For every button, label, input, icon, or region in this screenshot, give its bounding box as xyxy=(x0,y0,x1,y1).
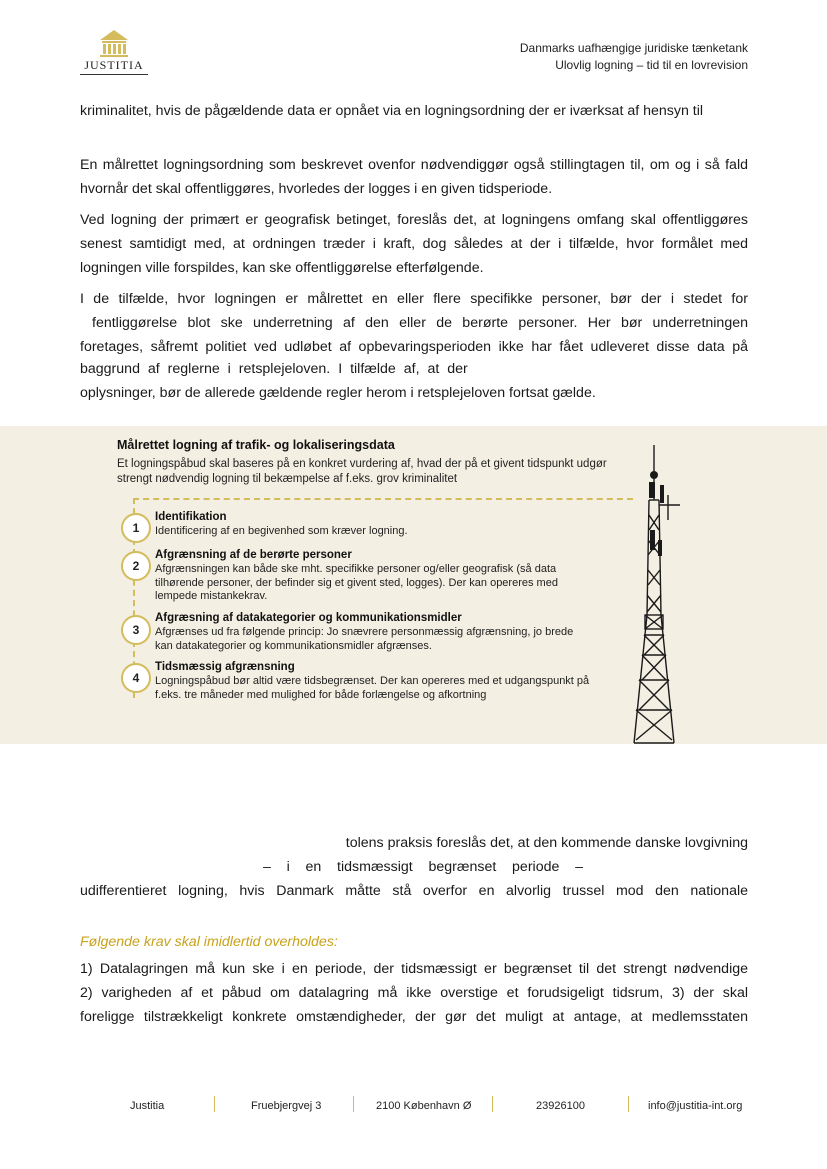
step-3-text: Afgrænses ud fra følgende princip: Jo snævrere personmæssig afgrænsning, jo brede kan datakategorier og kommunikationsmidler afgrænses. xyxy=(155,626,574,652)
infographic-intro: Et logningspåbud skal baseres på en konkret vurdering af, hvad der på et givent tidspunkt udgør strengt nødvendig logning til bekæmpelse af f.eks. grov kriminalitet xyxy=(117,458,607,485)
dashed-divider xyxy=(133,498,633,500)
justitia-logo xyxy=(80,28,150,78)
requirements-subheading: Følgende krav skal imidlertid overholdes: xyxy=(80,934,338,950)
step-2-title: Afgrænsning af de berørte personer xyxy=(155,549,352,561)
columns-logo-icon xyxy=(80,28,148,58)
step-2-text: Afgrænsningen kan både ske mht. specifikke personer og/eller geografisk (så data tilhørende personer, der befinder sig et givent sted, logges). Der kan opereres med lempede mistankekrav. xyxy=(155,563,558,602)
step-2-number: 2 xyxy=(121,551,151,581)
step-1-title: Identifikation xyxy=(155,511,227,523)
requirements-line-3: foreligge tilstrækkeligt konkrete omstændigheder, der gør det muligt at antage, at medlemsstaten xyxy=(80,1009,748,1025)
paragraph-2: En målrettet logningsordning som beskrevet ovenfor nødvendiggør også stillingtagen til, om og i så fald hvornår det skal offentliggøres, hvorledes der logges i en given tidsperiode. xyxy=(80,157,748,197)
footer-divider xyxy=(492,1096,493,1112)
page-footer xyxy=(80,1096,748,1118)
infographic-title: Målrettet logning af trafik- og lokaliseringsdata xyxy=(117,438,395,452)
footer-city: 2100 København Ø xyxy=(376,1100,472,1112)
paragraph-4-line-4: baggrund af reglerne i retsplejeloven. I tilfælde af, at der xyxy=(80,361,468,377)
paragraph-5-line-3: udifferentieret logning, hvis Danmark måtte stå overfor en alvorlig trussel mod den nationale xyxy=(80,883,748,899)
paragraph-3: Ved logning der primært er geografisk betinget, foreslås det, at logningens omfang skal offentliggøres senest samtidigt med, at ordningen træder i kraft, dog således at der i tilfælde, hvor formålet med logningen ville forspildes, kan ske offentliggørelse efterfølgende. xyxy=(80,212,748,276)
paragraph-4-line-5: oplysninger, bør de allerede gældende regler herom i retsplejeloven fortsat gælde. xyxy=(80,385,596,401)
step-3-title: Afgræsning af datakategorier og kommunikationsmidler xyxy=(155,612,462,624)
header-info xyxy=(520,40,748,74)
footer-divider xyxy=(214,1096,215,1112)
radio-tower-icon xyxy=(612,440,692,745)
footer-divider xyxy=(353,1096,354,1112)
requirements-line-1: 1) Datalagringen må kun ske i en periode, der tidsmæssigt er begrænset til det strengt nødvendige xyxy=(80,961,748,977)
org-line: Danmarks uafhængige juridiske tænketank xyxy=(519,41,748,55)
paragraph-4-line-1: I de tilfælde, hvor logningen er målrettet en eller flere specifikke personer, bør der i stedet for xyxy=(80,291,748,307)
step-3-number: 3 xyxy=(121,615,151,645)
step-4-title: Tidsmæssig afgrænsning xyxy=(155,661,295,673)
footer-street: Fruebjergvej 3 xyxy=(251,1100,322,1112)
footer-phone: 23926100 xyxy=(536,1100,585,1112)
footer-name: Justitia xyxy=(130,1100,165,1112)
step-1-number: 1 xyxy=(121,513,151,543)
step-1-text: Identificering af en begivenhed som kræver logning. xyxy=(155,525,408,537)
paragraph-4-line-3: foretages, såfremt politiet ved udløbet af opbevaringsperioden ikke har fået udleveret disse data på xyxy=(80,339,748,355)
paragraph-5-line-2: – i en tidsmæssigt begrænset periode – xyxy=(263,859,583,875)
step-4-text: Logningspåbud bør altid være tidsbegrænset. Der kan opereres med et udgangspunkt på f.eks. tre måneder med mulighed for både forlængelse og afkortning xyxy=(155,675,590,701)
footer-divider xyxy=(628,1096,629,1112)
paragraph-4-line-2: fentliggørelse blot ske underretning af den eller de berørte personer. Her bør underretningen xyxy=(92,315,748,331)
logo-text: JUSTITIA xyxy=(80,58,148,75)
doc-title: Ulovlig logning – tid til en lovrevision xyxy=(555,58,748,72)
paragraph-1: kriminalitet, hvis de pågældende data er opnået via en logningsordning der er iværksat af hensyn til xyxy=(80,103,704,119)
footer-email[interactable]: info@justitia-int.org xyxy=(648,1100,743,1112)
step-4-number: 4 xyxy=(121,663,151,693)
requirements-line-2: 2) varigheden af et påbud om datalagring må ikke overstige et forudsigeligt tidsrum, 3) der skal xyxy=(80,985,748,1001)
paragraph-5-line-1: tolens praksis foreslås det, at den kommende danske lovgivning xyxy=(345,835,748,851)
